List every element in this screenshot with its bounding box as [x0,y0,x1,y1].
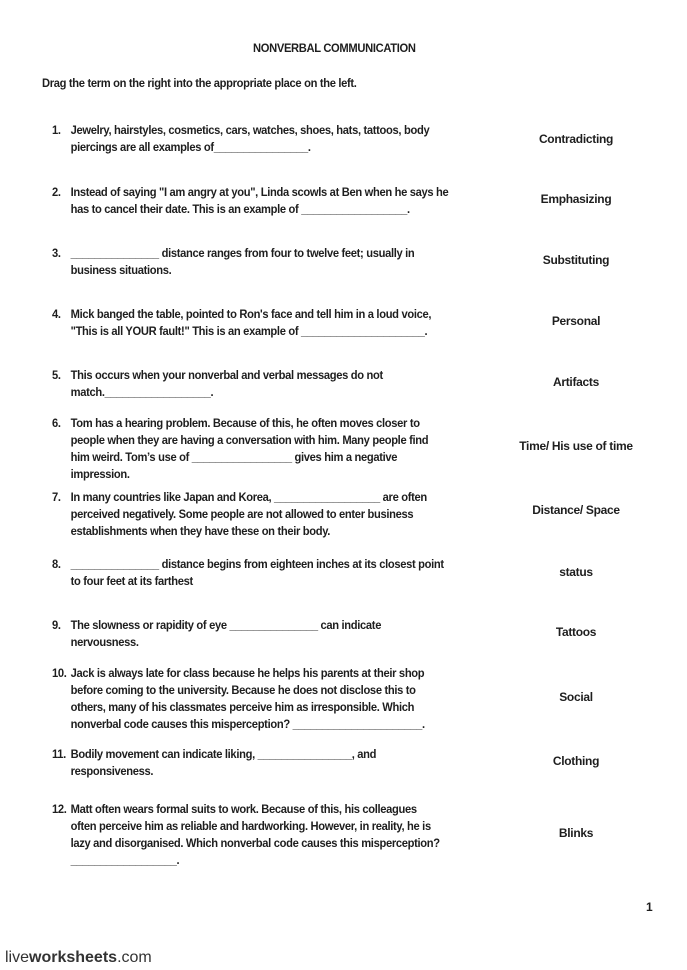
question-number: 3. [52,246,61,260]
question-line: nervousness. [70,635,139,649]
logo-live: live [5,949,30,966]
question-text [71,122,430,156]
question-line: impression. [70,467,130,481]
question-number: 8. [52,557,61,571]
draggable-term[interactable]: Personal [551,314,601,328]
draggable-term[interactable]: Tattoos [555,625,597,639]
question-line: This occurs when your nonverbal and verbal messages do not [70,368,383,382]
draggable-term[interactable]: Distance/ Space [532,503,620,517]
question-line: match.__________________. [70,385,214,399]
question-line: In many countries like Japan and Korea, __________________ are often [70,490,427,504]
question-number: 10. [52,666,67,680]
question-line: Mick banged the table, pointed to Ron's face and tell him in a loud voice, [70,307,432,321]
question-line: establishments when they have these on their body. [70,524,331,538]
question-line: lazy and disorganised. Which nonverbal code causes this misperception? [70,836,440,850]
question-text [71,617,381,651]
question-line: Bodily movement can indicate liking, ________________, and [70,747,377,761]
page-number: 1 [646,900,653,914]
question-line: business situations. [70,263,172,277]
question-line: nonverbal code causes this misperception? ______________________. [70,717,425,731]
question-text [71,245,415,279]
question-line: _______________ distance begins from eighteen inches at its closest point [70,557,444,571]
logo-suffix: .com [117,949,152,966]
question-line: often perceive him as reliable and hardworking. However, in reality, he is [70,819,431,833]
question-number: 11. [52,747,66,761]
question-line: others, many of his classmates perceive him as irresponsible. Which [70,700,415,714]
question-line: perceived negatively. Some people are not allowed to enter business [70,507,414,521]
question-number: 1. [52,123,61,137]
question-number: 9. [52,618,61,632]
question-number: 7. [52,490,61,504]
instructions: Drag the term on the right into the appropriate place on the left. [42,76,357,90]
question-text [71,415,429,483]
question-line: before coming to the university. Because he does not disclose this to [70,683,416,697]
question-text [71,306,432,340]
draggable-term[interactable]: status [559,565,593,579]
question-number: 4. [52,307,61,321]
question-line: The slowness or rapidity of eye _______________ can indicate [70,618,382,632]
question-text [71,746,377,780]
question-line: __________________. [70,853,180,867]
question-line: _______________ distance ranges from four to twelve feet; usually in [70,246,415,260]
logo-worksheets: worksheets [29,949,118,966]
draggable-term[interactable]: Clothing [552,754,600,768]
question-number: 2. [52,185,61,199]
question-line: people when they are having a conversation with him. Many people find [70,433,429,447]
question-text [71,367,383,401]
question-line: "This is all YOUR fault!" This is an example of _____________________. [70,324,428,338]
question-number: 12. [52,802,67,816]
question-text [71,184,449,218]
question-text [71,665,425,733]
question-line: to four feet at its farthest [70,574,193,588]
question-line: Jewelry, hairstyles, cosmetics, cars, watches, shoes, hats, tattoos, body [70,123,430,137]
draggable-term[interactable]: Blinks [558,826,594,840]
draggable-term[interactable]: Substituting [542,253,610,267]
draggable-term[interactable]: Contradicting [538,132,614,146]
draggable-term[interactable]: Time/ His use of time [519,439,633,453]
draggable-term[interactable]: Social [559,690,593,704]
question-text [71,801,440,869]
question-text [71,556,444,590]
question-line: piercings are all examples of________________. [70,140,311,154]
draggable-term[interactable]: Artifacts [553,375,599,389]
worksheet-title: NONVERBAL COMMUNICATION [253,41,416,55]
question-line: Instead of saying "I am angry at you", Linda scowls at Ben when he says he [70,185,449,199]
question-line: has to cancel their date. This is an example of __________________. [70,202,410,216]
question-line: Tom has a hearing problem. Because of this, he often moves closer to [70,416,420,430]
question-number: 6. [52,416,61,430]
question-line: Jack is always late for class because he helps his parents at their shop [70,666,425,680]
draggable-term[interactable]: Emphasizing [540,192,612,206]
question-line: Matt often wears formal suits to work. Because of this, his colleagues [70,802,417,816]
liveworksheets-logo[interactable] [5,949,152,967]
question-line: responsiveness. [70,764,154,778]
question-number: 5. [52,368,61,382]
question-line: him weird. Tom’s use of _________________ gives him a negative [70,450,398,464]
question-text [71,489,427,540]
